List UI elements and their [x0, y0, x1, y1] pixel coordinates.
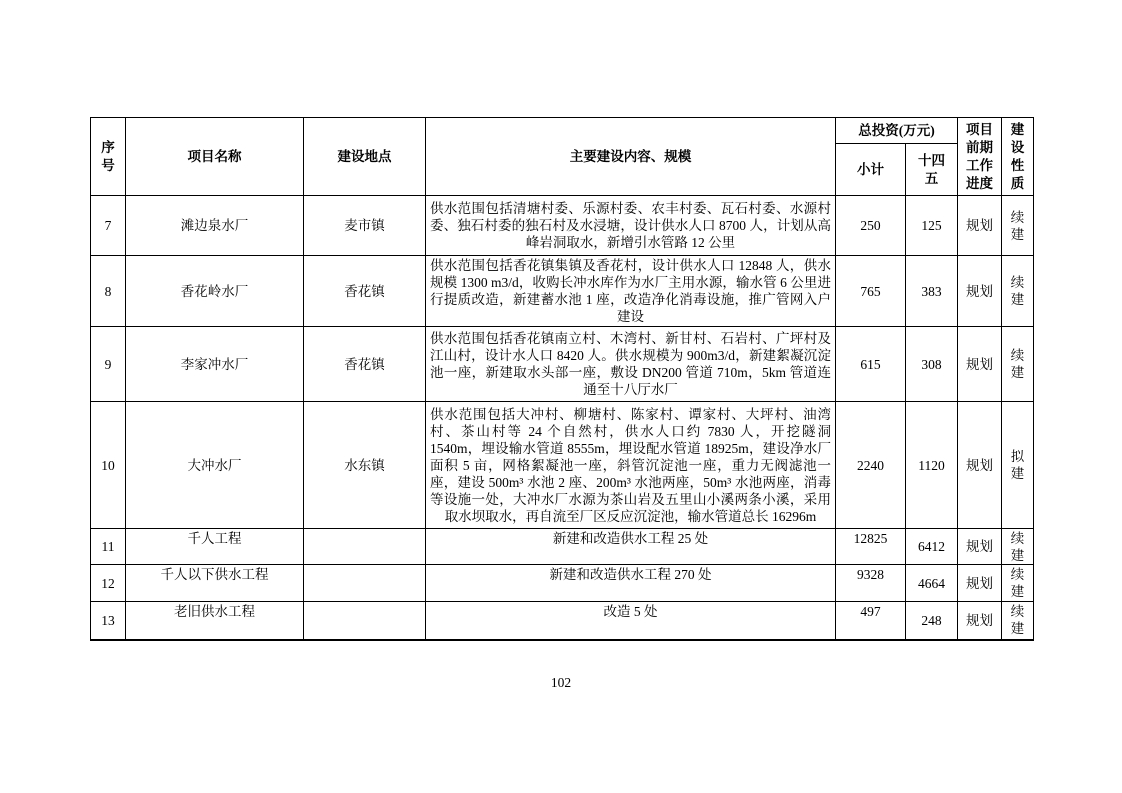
header-investment-group: 总投资(万元) [836, 118, 958, 144]
row-index: 13 [91, 602, 126, 640]
nature-cell: 续建 [1002, 602, 1034, 640]
header-location: 建设地点 [304, 118, 426, 196]
header-nature: 建设性质 [1002, 118, 1034, 196]
table-row [91, 402, 1034, 529]
plan145-cell: 1120 [906, 402, 958, 529]
content-cell: 供水范围包括大冲村、柳塘村、陈家村、谭家村、大坪村、油湾村、茶山村等 24 个自然村，供水人口约 7830 人，开挖隧洞 1540m，埋设输水管道 8555m，埋设配水管道 18925m，建设净水厂面积 5 亩，网格絮凝池一座，斜管沉淀池一座，重力无阀滤池一座，建设 500m³ 水池 2 座、200m³ 水池两座，50m³ 水池两座，消毒等设施一处，大冲水厂水源为茶山岩及五里山小溪两条小溪，采用取水坝取水，再自流至厂区反应沉淀池，输水管道总长 16296m [426, 402, 836, 529]
plan145-cell: 308 [906, 327, 958, 402]
location-cell [304, 565, 426, 602]
project-name-cell: 李家冲水厂 [126, 327, 304, 402]
header-project-name: 项目名称 [126, 118, 304, 196]
progress-cell: 规划 [958, 529, 1002, 565]
table-row [91, 256, 1034, 327]
progress-cell: 规划 [958, 256, 1002, 327]
header-content: 主要建设内容、规模 [426, 118, 836, 196]
nature-cell: 续建 [1002, 529, 1034, 565]
header-subtotal: 小计 [836, 144, 906, 196]
page-number: 102 [550, 675, 572, 690]
location-cell: 香花镇 [304, 256, 426, 327]
subtotal-cell: 2240 [836, 402, 906, 529]
nature-cell: 拟建 [1002, 402, 1034, 529]
progress-cell: 规划 [958, 565, 1002, 602]
header-progress: 项目前期工作进度 [958, 118, 1002, 196]
location-cell: 麦市镇 [304, 196, 426, 256]
location-cell [304, 529, 426, 565]
subtotal-cell: 765 [836, 256, 906, 327]
content-cell: 改造 5 处 [426, 602, 836, 640]
row-index: 12 [91, 565, 126, 602]
subtotal-cell: 615 [836, 327, 906, 402]
plan145-cell: 4664 [906, 565, 958, 602]
plan145-cell: 248 [906, 602, 958, 640]
table-row [91, 529, 1034, 565]
location-cell: 香花镇 [304, 327, 426, 402]
row-index: 11 [91, 529, 126, 565]
location-cell [304, 602, 426, 640]
content-cell: 供水范围包括香花镇南立村、木湾村、新甘村、石岩村、广坪村及江山村，设计水人口 8420 人。供水规模为 900m3/d，新建絮凝沉淀池一座，新建取水头部一座，敷设 DN200 管道 710m，5km 管道连通至十八厅水厂 [426, 327, 836, 402]
project-name-cell: 香花岭水厂 [126, 256, 304, 327]
table-row [91, 602, 1034, 640]
header-row-1 [91, 118, 1034, 144]
content-cell: 供水范围包括清塘村委、乐源村委、农丰村委、瓦石村委、水源村委、独石村委的独石村及水浸塘，设计供水人口 8700 人，计划从高峰岩洞取水，新增引水管路 12 公里 [426, 196, 836, 256]
row-index: 9 [91, 327, 126, 402]
plan145-cell: 6412 [906, 529, 958, 565]
row-index: 8 [91, 256, 126, 327]
plan145-cell: 383 [906, 256, 958, 327]
row-index: 7 [91, 196, 126, 256]
table-row [91, 565, 1034, 602]
header-plan145: 十四五 [906, 144, 958, 196]
nature-cell: 续建 [1002, 196, 1034, 256]
progress-cell: 规划 [958, 327, 1002, 402]
project-name-cell: 老旧供水工程 [126, 602, 304, 640]
content-cell: 供水范围包括香花镇集镇及香花村，设计供水人口 12848 人，供水规模 1300 m3/d，收购长冲水库作为水厂主用水源，输水管 6 公里进行提质改造，新建蓄水池 1 座，改造净化消毒设施，推广管网入户建设 [426, 256, 836, 327]
header-index: 序号 [91, 118, 126, 196]
nature-cell: 续建 [1002, 565, 1034, 602]
project-name-cell: 千人工程 [126, 529, 304, 565]
content-cell: 新建和改造供水工程 25 处 [426, 529, 836, 565]
table-row [91, 327, 1034, 402]
nature-cell: 续建 [1002, 327, 1034, 402]
subtotal-cell: 497 [836, 602, 906, 640]
project-name-cell: 千人以下供水工程 [126, 565, 304, 602]
nature-cell: 续建 [1002, 256, 1034, 327]
content-cell: 新建和改造供水工程 270 处 [426, 565, 836, 602]
project-name-cell: 滩边泉水厂 [126, 196, 304, 256]
location-cell: 水东镇 [304, 402, 426, 529]
project-name-cell: 大冲水厂 [126, 402, 304, 529]
water-projects-table [90, 117, 1034, 641]
progress-cell: 规划 [958, 602, 1002, 640]
progress-cell: 规划 [958, 196, 1002, 256]
subtotal-cell: 250 [836, 196, 906, 256]
progress-cell: 规划 [958, 402, 1002, 529]
subtotal-cell: 12825 [836, 529, 906, 565]
row-index: 10 [91, 402, 126, 529]
plan145-cell: 125 [906, 196, 958, 256]
subtotal-cell: 9328 [836, 565, 906, 602]
table-row [91, 196, 1034, 256]
